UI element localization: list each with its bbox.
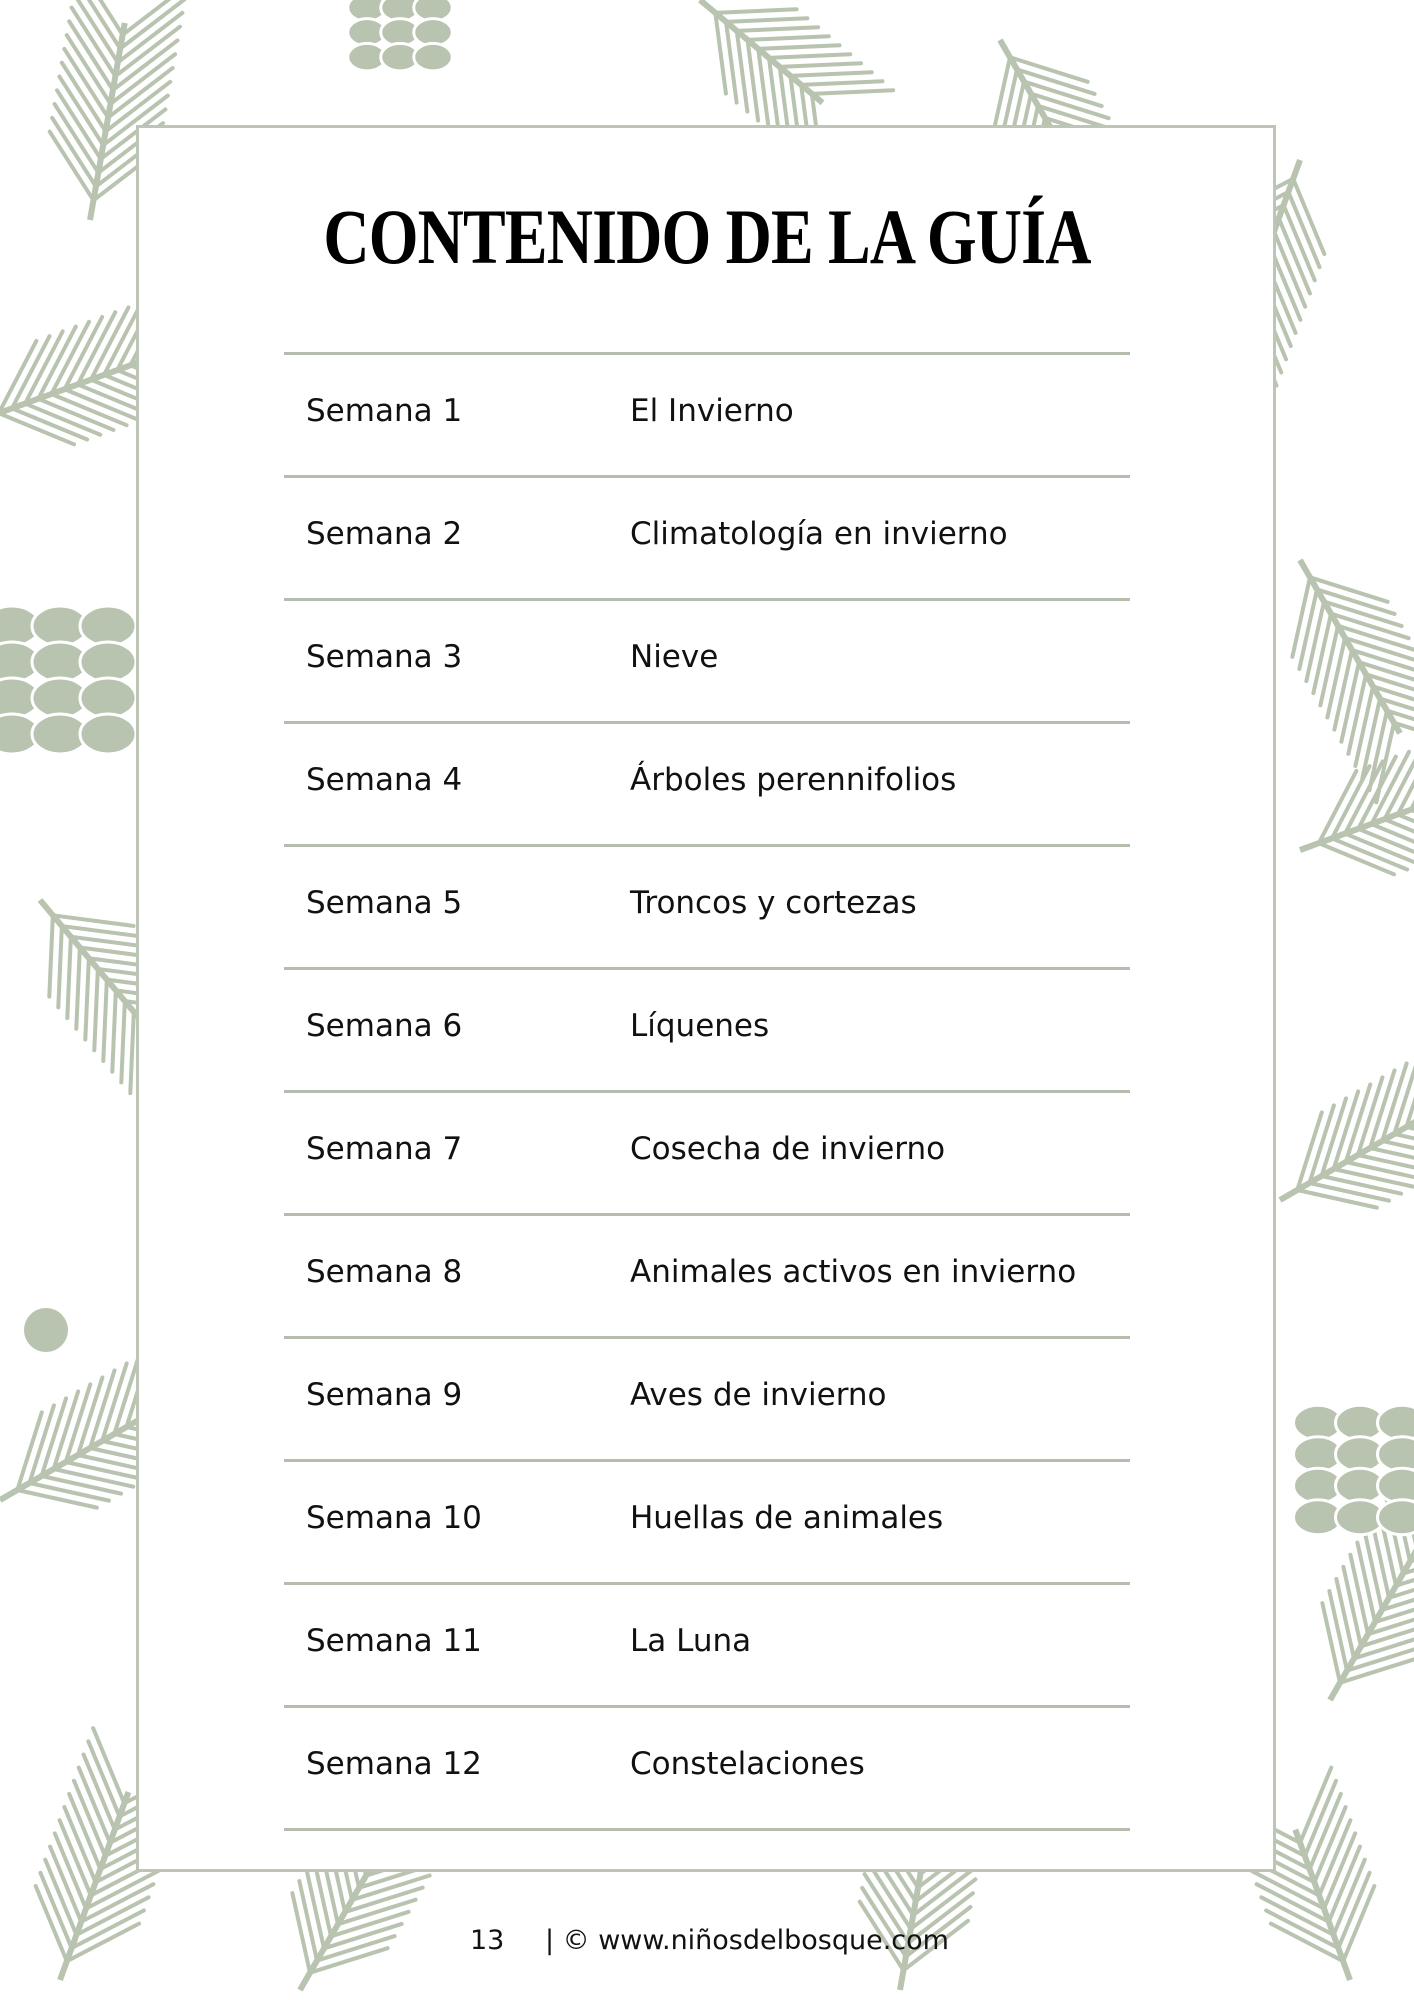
toc-table (284, 352, 1130, 1831)
toc-row (284, 967, 1130, 1090)
pine-cone-icon (348, 0, 453, 71)
week-label: Semana 6 (306, 1008, 463, 1044)
toc-row (284, 352, 1130, 475)
pine-cone-icon (0, 606, 136, 754)
page-number: 13 (470, 1925, 505, 1956)
topic-label: Cosecha de invierno (630, 1131, 946, 1167)
toc-row (284, 1336, 1130, 1459)
pine-cone-icon (1294, 1405, 1414, 1535)
toc-row (284, 475, 1130, 598)
topic-label: El Invierno (630, 393, 794, 429)
berry-icon (24, 1308, 68, 1352)
week-label: Semana 2 (306, 516, 463, 552)
toc-row (284, 598, 1130, 721)
week-label: Semana 5 (306, 885, 463, 921)
toc-row (284, 1582, 1130, 1705)
topic-label: Climatología en invierno (630, 516, 1008, 552)
topic-label: Árboles perennifolios (630, 762, 957, 798)
toc-row (284, 1213, 1130, 1336)
copyright-link[interactable]: | © www.niñosdelbosque.com (544, 1925, 949, 1956)
topic-label: Aves de invierno (630, 1377, 887, 1413)
week-label: Semana 8 (306, 1254, 463, 1290)
page-title: CONTENIDO DE LA GUÍA (323, 193, 1091, 280)
toc-row (284, 844, 1130, 967)
week-label: Semana 11 (306, 1623, 482, 1659)
week-label: Semana 9 (306, 1377, 463, 1413)
topic-label: Animales activos en invierno (630, 1254, 1077, 1290)
topic-label: Huellas de animales (630, 1500, 944, 1536)
pine-branch-icon (1252, 533, 1414, 803)
topic-label: La Luna (630, 1623, 752, 1659)
pine-branch-icon (1253, 1042, 1414, 1247)
toc-row (284, 1459, 1130, 1582)
week-label: Semana 12 (306, 1746, 482, 1782)
toc-row (284, 1090, 1130, 1213)
week-label: Semana 7 (306, 1131, 463, 1167)
week-label: Semana 3 (306, 639, 463, 675)
topic-label: Nieve (630, 639, 719, 675)
toc-row (284, 1705, 1130, 1831)
toc-row (284, 721, 1130, 844)
footer (470, 1925, 949, 1956)
week-label: Semana 1 (306, 393, 463, 429)
topic-label: Troncos y cortezas (630, 885, 917, 921)
topic-label: Constelaciones (630, 1746, 865, 1782)
topic-label: Líquenes (630, 1008, 770, 1044)
week-label: Semana 4 (306, 762, 463, 798)
week-label: Semana 10 (306, 1500, 482, 1536)
